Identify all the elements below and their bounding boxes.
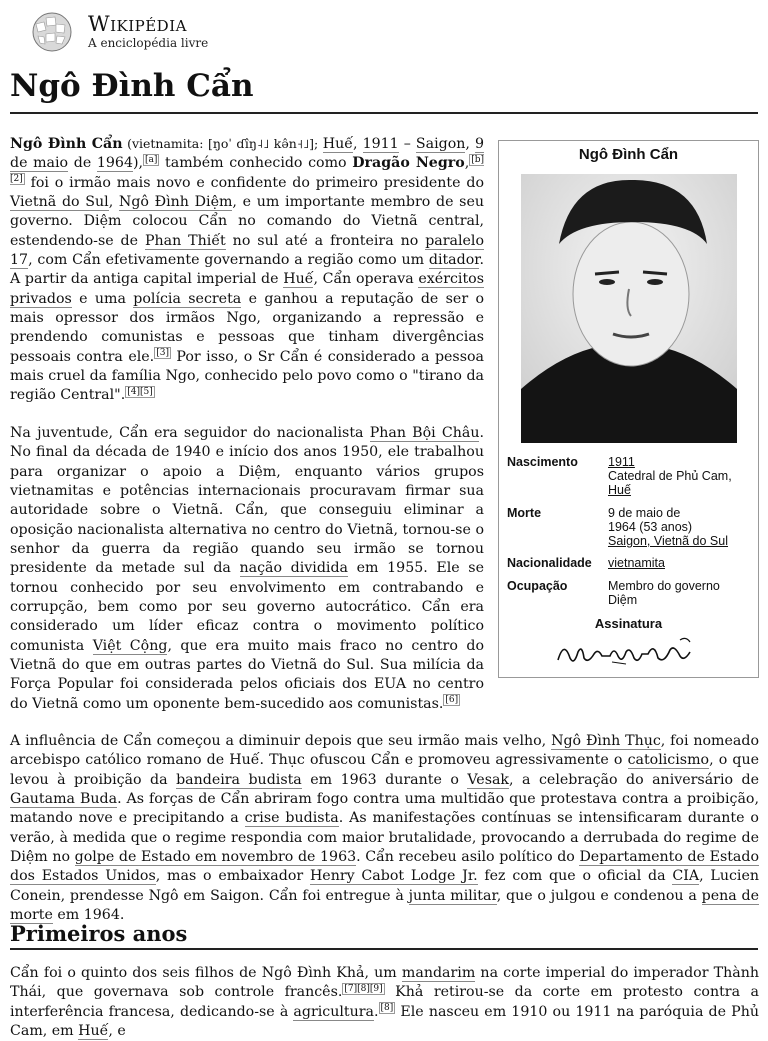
occupation-text: Diệm [608, 593, 638, 607]
text-run: Ele nasceu em 1910 ou 1911 na paróquia de Phủ Cam, em [10, 1003, 759, 1040]
article-link[interactable]: 1964 [96, 155, 133, 172]
infobox-value [608, 455, 753, 497]
text-run: . A partir da antiga capital imperial de [10, 252, 484, 288]
text-run: . Cẩn recebeu asilo político do [356, 849, 580, 866]
citation-ref[interactable]: [8] [380, 1002, 394, 1013]
text-run: , que era muito mais fraco no centro do Vietnã do que em outras partes do Vietnã do Sul. Sua milícia da Força Popular foi considerada pelos oficiais dos EUA no centro do Vietnã como um oponente bem-sucedido aos comunistas. [10, 637, 484, 712]
infobox-label: Nascimento [507, 455, 578, 469]
bold-term: Ngô Đình Cẩn [10, 136, 123, 152]
text-run: , o que levou à proibição da [10, 752, 760, 788]
article-link[interactable]: Henry Cabot Lodge Jr. [309, 868, 478, 885]
text-run: , foi nomeado arcebispo católico romano de Huế. Thục ofuscou Cẩn e promoveu agressivamente o [10, 733, 759, 769]
article-link[interactable]: catolicismo [627, 752, 710, 769]
portrait-photo[interactable] [521, 174, 737, 443]
article-link[interactable]: polícia secreta [133, 290, 242, 307]
birth-place-text: Catedral de Phủ Cam, [608, 469, 732, 483]
death-year-link[interactable]: 1964 (53 anos) [608, 520, 693, 534]
site-wordmark: Wikipédia [88, 12, 187, 36]
text-run: , Cẩn operava [313, 271, 419, 288]
infobox-value [608, 506, 753, 548]
death-place-link[interactable]: Saigon, Vietnã do Sul [608, 534, 729, 548]
infobox-label: Ocupação [507, 579, 568, 593]
infobox [498, 140, 759, 678]
article-link[interactable]: Huế [283, 271, 314, 288]
article-link[interactable]: golpe de Estado em novembro de 1963 [74, 849, 357, 866]
text-run: . No final da década de 1940 e início dos anos 1950, ele trabalhou para organizar o apoio a Diệm, enquanto vários grupos vietnamitas e potências internacionais procuravam firmar sua autoridade sobre o Vietnã. Cẩn, que conseguiu eliminar a oposição nacionalista alternativa no centro do Vietnã, tornou-se o senhor da guerra da região quando seu irmão se tornou presidente da metade sul da [10, 425, 484, 577]
death-date-text: 9 de maio de [608, 506, 681, 520]
article-link[interactable]: 9 de maio [10, 136, 484, 172]
text-run: no sul até a fronteira no [225, 232, 426, 249]
section-heading: Primeiros anos [10, 921, 188, 946]
text-run: na corte imperial do imperador Thành Thái, que governava sob controle francês. [10, 965, 759, 1001]
infobox-label: Nacionalidade [507, 556, 592, 570]
text-run: , com Cẩn efetivamente governando a região como um [28, 252, 429, 269]
page-title: Ngô Đình Cẩn [10, 68, 254, 104]
citation-ref[interactable]: [3] [156, 348, 169, 359]
article-link[interactable]: Phan Thiết [144, 232, 226, 249]
article-link[interactable]: bandeira budista [176, 771, 302, 788]
article-link[interactable]: Vesak [467, 771, 510, 788]
text-run: , que o julgou e condenou a [496, 887, 702, 904]
text-run: também conhecido como [159, 155, 353, 172]
text-run: Cẩn foi o quinto dos seis filhos de Ngô Đình Khả, um [10, 965, 402, 981]
text-run: (vietnamita: [ŋoˈ ɗîŋ˨˩ kə̂n˧˩]; [122, 136, 323, 151]
text-run: fez com que o oficial da [477, 868, 673, 885]
signature-heading: Assinatura [594, 616, 663, 631]
wikipedia-globe-icon [28, 10, 78, 54]
occupation-text: Membro do governo [608, 579, 720, 593]
article-link[interactable]: exércitos privados [10, 271, 484, 307]
article-link[interactable]: agricultura [293, 1003, 374, 1020]
text-run: Na juventude, Cẩn era seguidor do nacionalista [10, 425, 370, 441]
intro-paragraph-3 [10, 732, 759, 925]
text-run: , a celebração do aniversário de [509, 771, 759, 788]
article-link[interactable]: mandarim [401, 965, 476, 981]
text-run: , mas o embaixador [155, 868, 310, 885]
article-link[interactable]: Huế [78, 1023, 109, 1040]
text-run: . [373, 1003, 379, 1020]
text-run: , [108, 194, 119, 211]
text-run: foi o irmão mais novo e confidente do primeiro presidente do [24, 174, 484, 191]
article-link[interactable]: nação dividida [239, 560, 349, 577]
citation-ref[interactable]: [7][8][9] [344, 983, 383, 994]
section-paragraph-1 [10, 964, 759, 1041]
article-link[interactable]: Departamento de Estado dos Estados Unidos [10, 849, 760, 885]
infobox-label: Morte [507, 506, 542, 520]
infobox-title: Ngô Đình Cẩn [578, 146, 679, 163]
article-link[interactable]: 1911 [362, 136, 399, 152]
text-run: , Lucien Conein, prendesse Ngô em Saigon. Cẩn foi entregue à [10, 868, 759, 904]
text-run: Khả retirou-se da corte em protesto contra a interferência francesa, dedicando-se à [10, 984, 759, 1020]
article-link[interactable]: CIA [672, 868, 700, 885]
citation-ref[interactable]: [b][2] [10, 154, 485, 184]
article-link[interactable]: Saigon [415, 136, 466, 152]
text-run: . As forças de Cẩn abriram fogo contra uma multidão que protestava contra a proibição, matando nove e precipitando a [10, 791, 759, 827]
article-link[interactable]: pena de morte [10, 887, 759, 924]
nationality-link[interactable]: vietnamita [608, 556, 665, 570]
section-divider [10, 948, 758, 950]
signature-image[interactable] [554, 634, 704, 672]
infobox-value [608, 579, 753, 607]
intro-paragraph-2 [10, 424, 484, 714]
text-run: de [68, 155, 97, 172]
article-link[interactable]: Ngô Đình Thục [551, 733, 661, 749]
article-link[interactable]: Gautama Buda [10, 791, 118, 808]
text-run: , [464, 155, 470, 172]
citation-ref[interactable]: [6] [445, 695, 459, 706]
article-link[interactable]: Vietnã do Sul [10, 194, 109, 211]
text-run: Por isso, o Sr Cẩn é considerado a pessoa mais cruel da família Ngo, conhecido pelo povo como o "tirano da região Central". [10, 348, 484, 404]
text-run: em 1963 durante o [301, 771, 468, 788]
citation-ref[interactable]: [a] [145, 154, 158, 165]
article-link[interactable]: Huế [322, 136, 354, 152]
birth-city-link[interactable]: Huế [608, 483, 631, 497]
text-run: e ganhou a reputação de ser o mais opressor dos irmãos Ngo, organizando a repressão e prendendo comunistas e pessoas que tinham divergências pessoais contra ele. [10, 290, 484, 365]
text-run: e uma [71, 290, 134, 307]
title-divider [10, 112, 758, 114]
text-run: ), [132, 155, 144, 172]
text-run: – [398, 136, 416, 152]
article-link[interactable]: Phan Bội Châu [369, 425, 480, 441]
article-link[interactable]: Việt Cộng [92, 637, 168, 654]
text-run: , [353, 136, 363, 152]
text-run: . As manifestações contínuas se intensificaram durante o verão, à medida que o regime respondia com maior brutalidade, provocando a derrubada do regime de Diệm no [10, 810, 759, 866]
text-run: , [465, 136, 475, 152]
text-run: A influência de Cẩn começou a diminuir depois que seu irmão mais velho, [10, 733, 552, 749]
infobox-value [608, 556, 753, 570]
article-link[interactable]: crise budista [244, 810, 339, 827]
article-link[interactable]: Ngô Đình Diệm [118, 194, 233, 211]
citation-ref[interactable]: [4][5] [127, 386, 153, 397]
text-run: , e um importante membro de seu governo. Diệm colocou Cẩn no comando do Vietnã central, estendendo-se de [10, 194, 484, 249]
text-run: em 1964. [52, 907, 125, 924]
birth-year-link[interactable]: 1911 [608, 455, 635, 469]
article-link[interactable]: ditador [428, 252, 480, 269]
bold-term: Dragão Negro [352, 155, 465, 172]
text-run: em 1955. Ele se tornou conhecido por seu envolvimento em contrabando e corrupção, bem como por seu governo autocrático. Cẩn era considerado um líder eficaz contra o movimento político comunista [10, 560, 484, 654]
site-logo[interactable] [28, 8, 228, 58]
intro-paragraph-1 [10, 134, 484, 406]
article-link[interactable]: junta militar [408, 887, 497, 904]
site-tagline: A enciclopédia livre [88, 36, 209, 50]
text-run: , e [108, 1023, 126, 1040]
article-link[interactable]: paralelo 17 [10, 232, 484, 269]
